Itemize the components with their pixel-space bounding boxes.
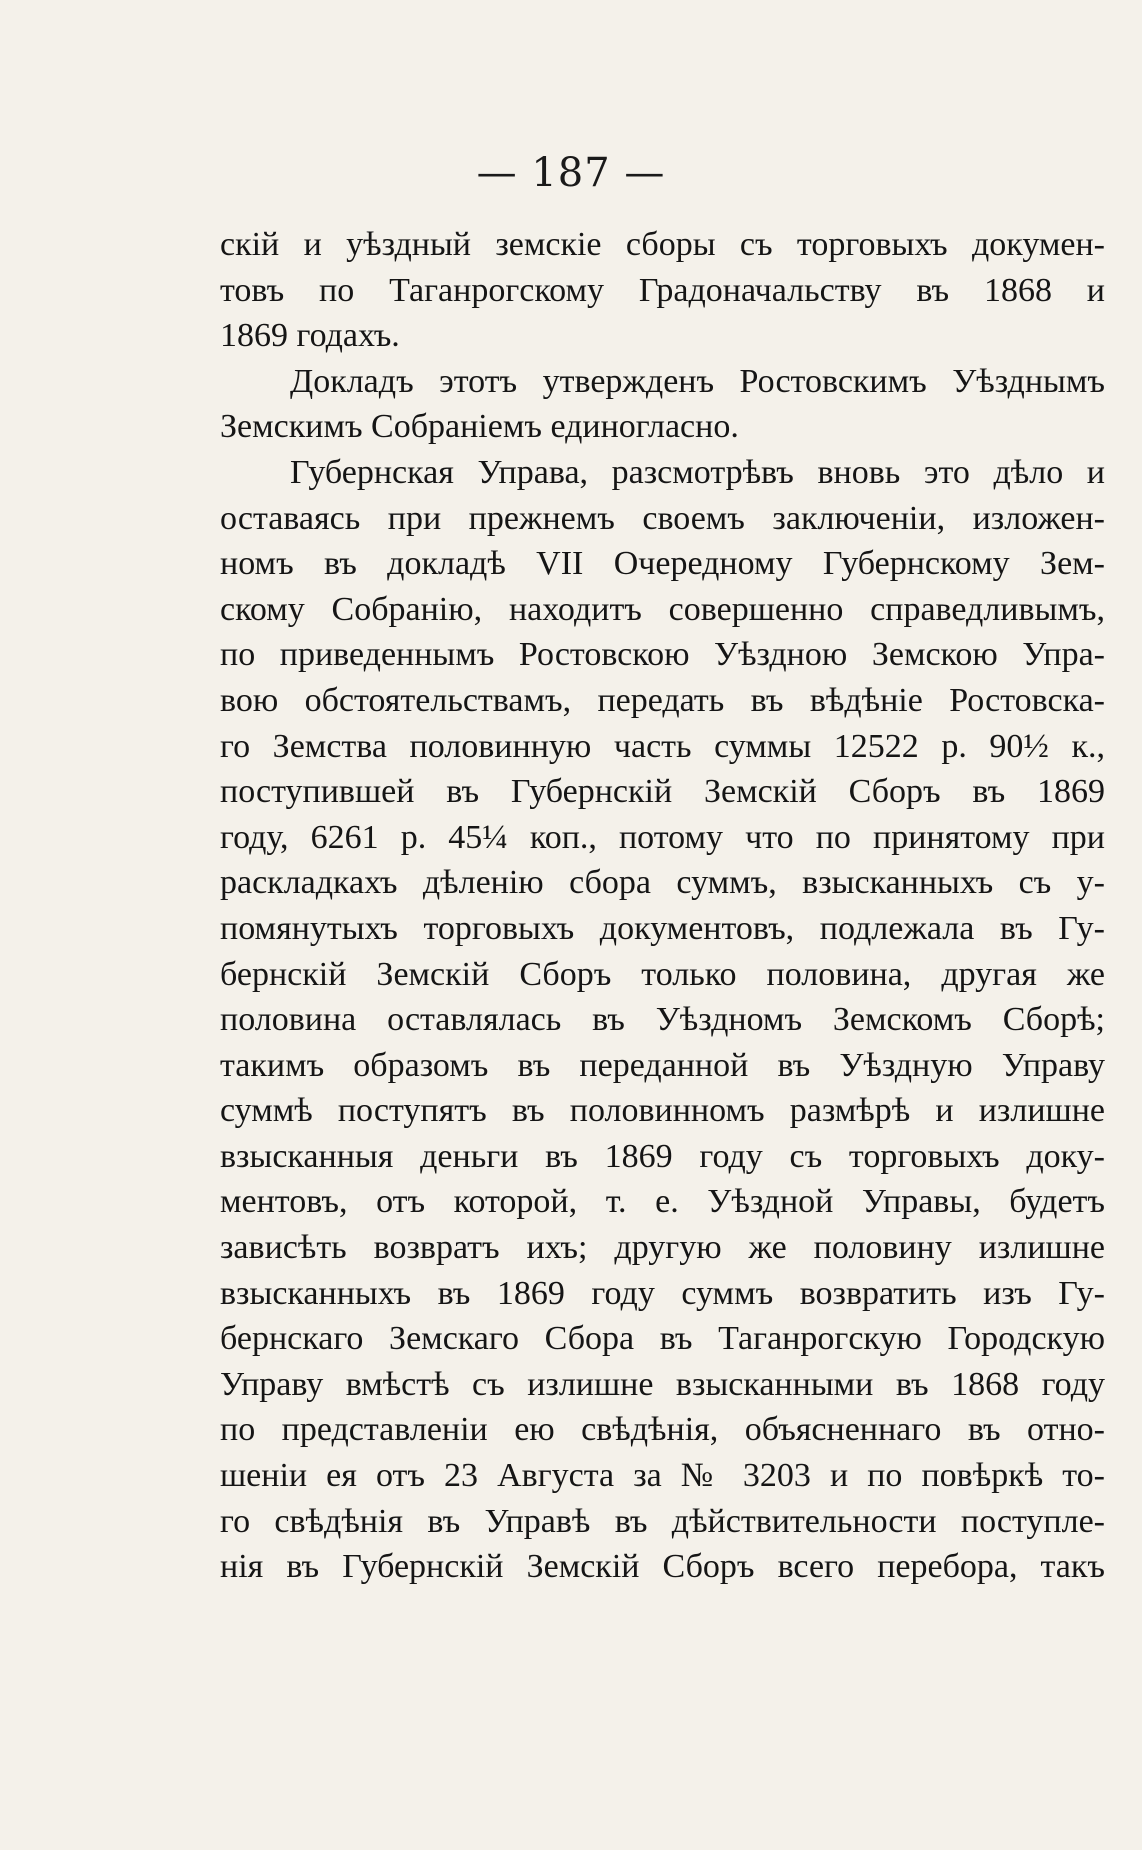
text-line: го Земства половинную часть суммы 12522 р. 90½ к., [220, 727, 1105, 765]
text-line: го свѣдѣнія въ Управѣ въ дѣйствительности поступле- [220, 1502, 1105, 1540]
text-line: половина оставлялась въ Уѣздномъ Земскомъ Сборѣ; [220, 1001, 1105, 1039]
body-text [220, 222, 1105, 1590]
text-line: вою обстоятельствамъ, передать въ вѣдѣніе Ростовска- [220, 681, 1105, 719]
text-line: зависѣть возвратъ ихъ; другую же половину излишне [220, 1229, 1105, 1267]
text-line: скій и уѣздный земскіе сборы съ торговыхъ докумен- [220, 226, 1105, 263]
text-line: оставаясь при прежнемъ своемъ заключеніи, изложен- [220, 499, 1105, 537]
text-line: Губернская Управа, разсмотрѣвъ вновь это дѣло и [290, 453, 1105, 491]
text-line: скому Собранію, находитъ совершенно справедливымъ, [220, 590, 1105, 628]
text-line: раскладкахъ дѣленію сбора суммъ, взысканныхъ съ у- [220, 864, 1105, 902]
text-line: Управу вмѣстѣ съ излишне взысканными въ 1868 году [220, 1365, 1105, 1403]
page-number: — 187 — [476, 150, 666, 196]
text-line: нія въ Губернскій Земскій Сборъ всего перебора, такъ [220, 1548, 1105, 1586]
text-line: ментовъ, отъ которой, т. е. Уѣздной Управы, будетъ [220, 1183, 1105, 1221]
text-line: товъ по Таганрогскому Градоначальству въ 1868 и [220, 271, 1105, 309]
text-line: Докладъ этотъ утвержденъ Ростовскимъ Уѣзднымъ [290, 362, 1105, 400]
text-line: взысканныхъ въ 1869 году суммъ возвратить изъ Гу- [220, 1274, 1105, 1312]
text-line: помянутыхъ торговыхъ документовъ, подлежала въ Гу- [220, 909, 1105, 947]
text-line: 1869 годахъ. [220, 317, 400, 355]
text-line: году, 6261 р. 45¼ коп., потому что по принятому при [220, 818, 1105, 856]
text-line: по представленіи ею свѣдѣнія, объясненнаго въ отно- [220, 1411, 1105, 1449]
text-line: такимъ образомъ въ переданной въ Уѣздную Управу [220, 1046, 1105, 1084]
text-line: по приведеннымъ Ростовскою Уѣздною Земскою Упра- [220, 636, 1105, 674]
text-line: шеніи ея отъ 23 Августа за № 3203 и по повѣркѣ то- [220, 1457, 1105, 1495]
text-line: Земскимъ Собраніемъ единогласно. [220, 408, 739, 446]
text-line: бернскій Земскій Сборъ только половина, другая же [220, 955, 1105, 993]
text-line: поступившей въ Губернскій Земскій Сборъ въ 1869 [220, 773, 1105, 811]
text-line: суммѣ поступятъ въ половинномъ размѣрѣ и излишне [220, 1092, 1105, 1130]
text-line: взысканныя деньги въ 1869 году съ торговыхъ доку- [220, 1137, 1105, 1175]
text-line: номъ въ докладѣ VII Очередному Губернскому Зем- [220, 545, 1105, 583]
text-line: бернскаго Земскаго Сбора въ Таганрогскую Городскую [220, 1320, 1105, 1358]
